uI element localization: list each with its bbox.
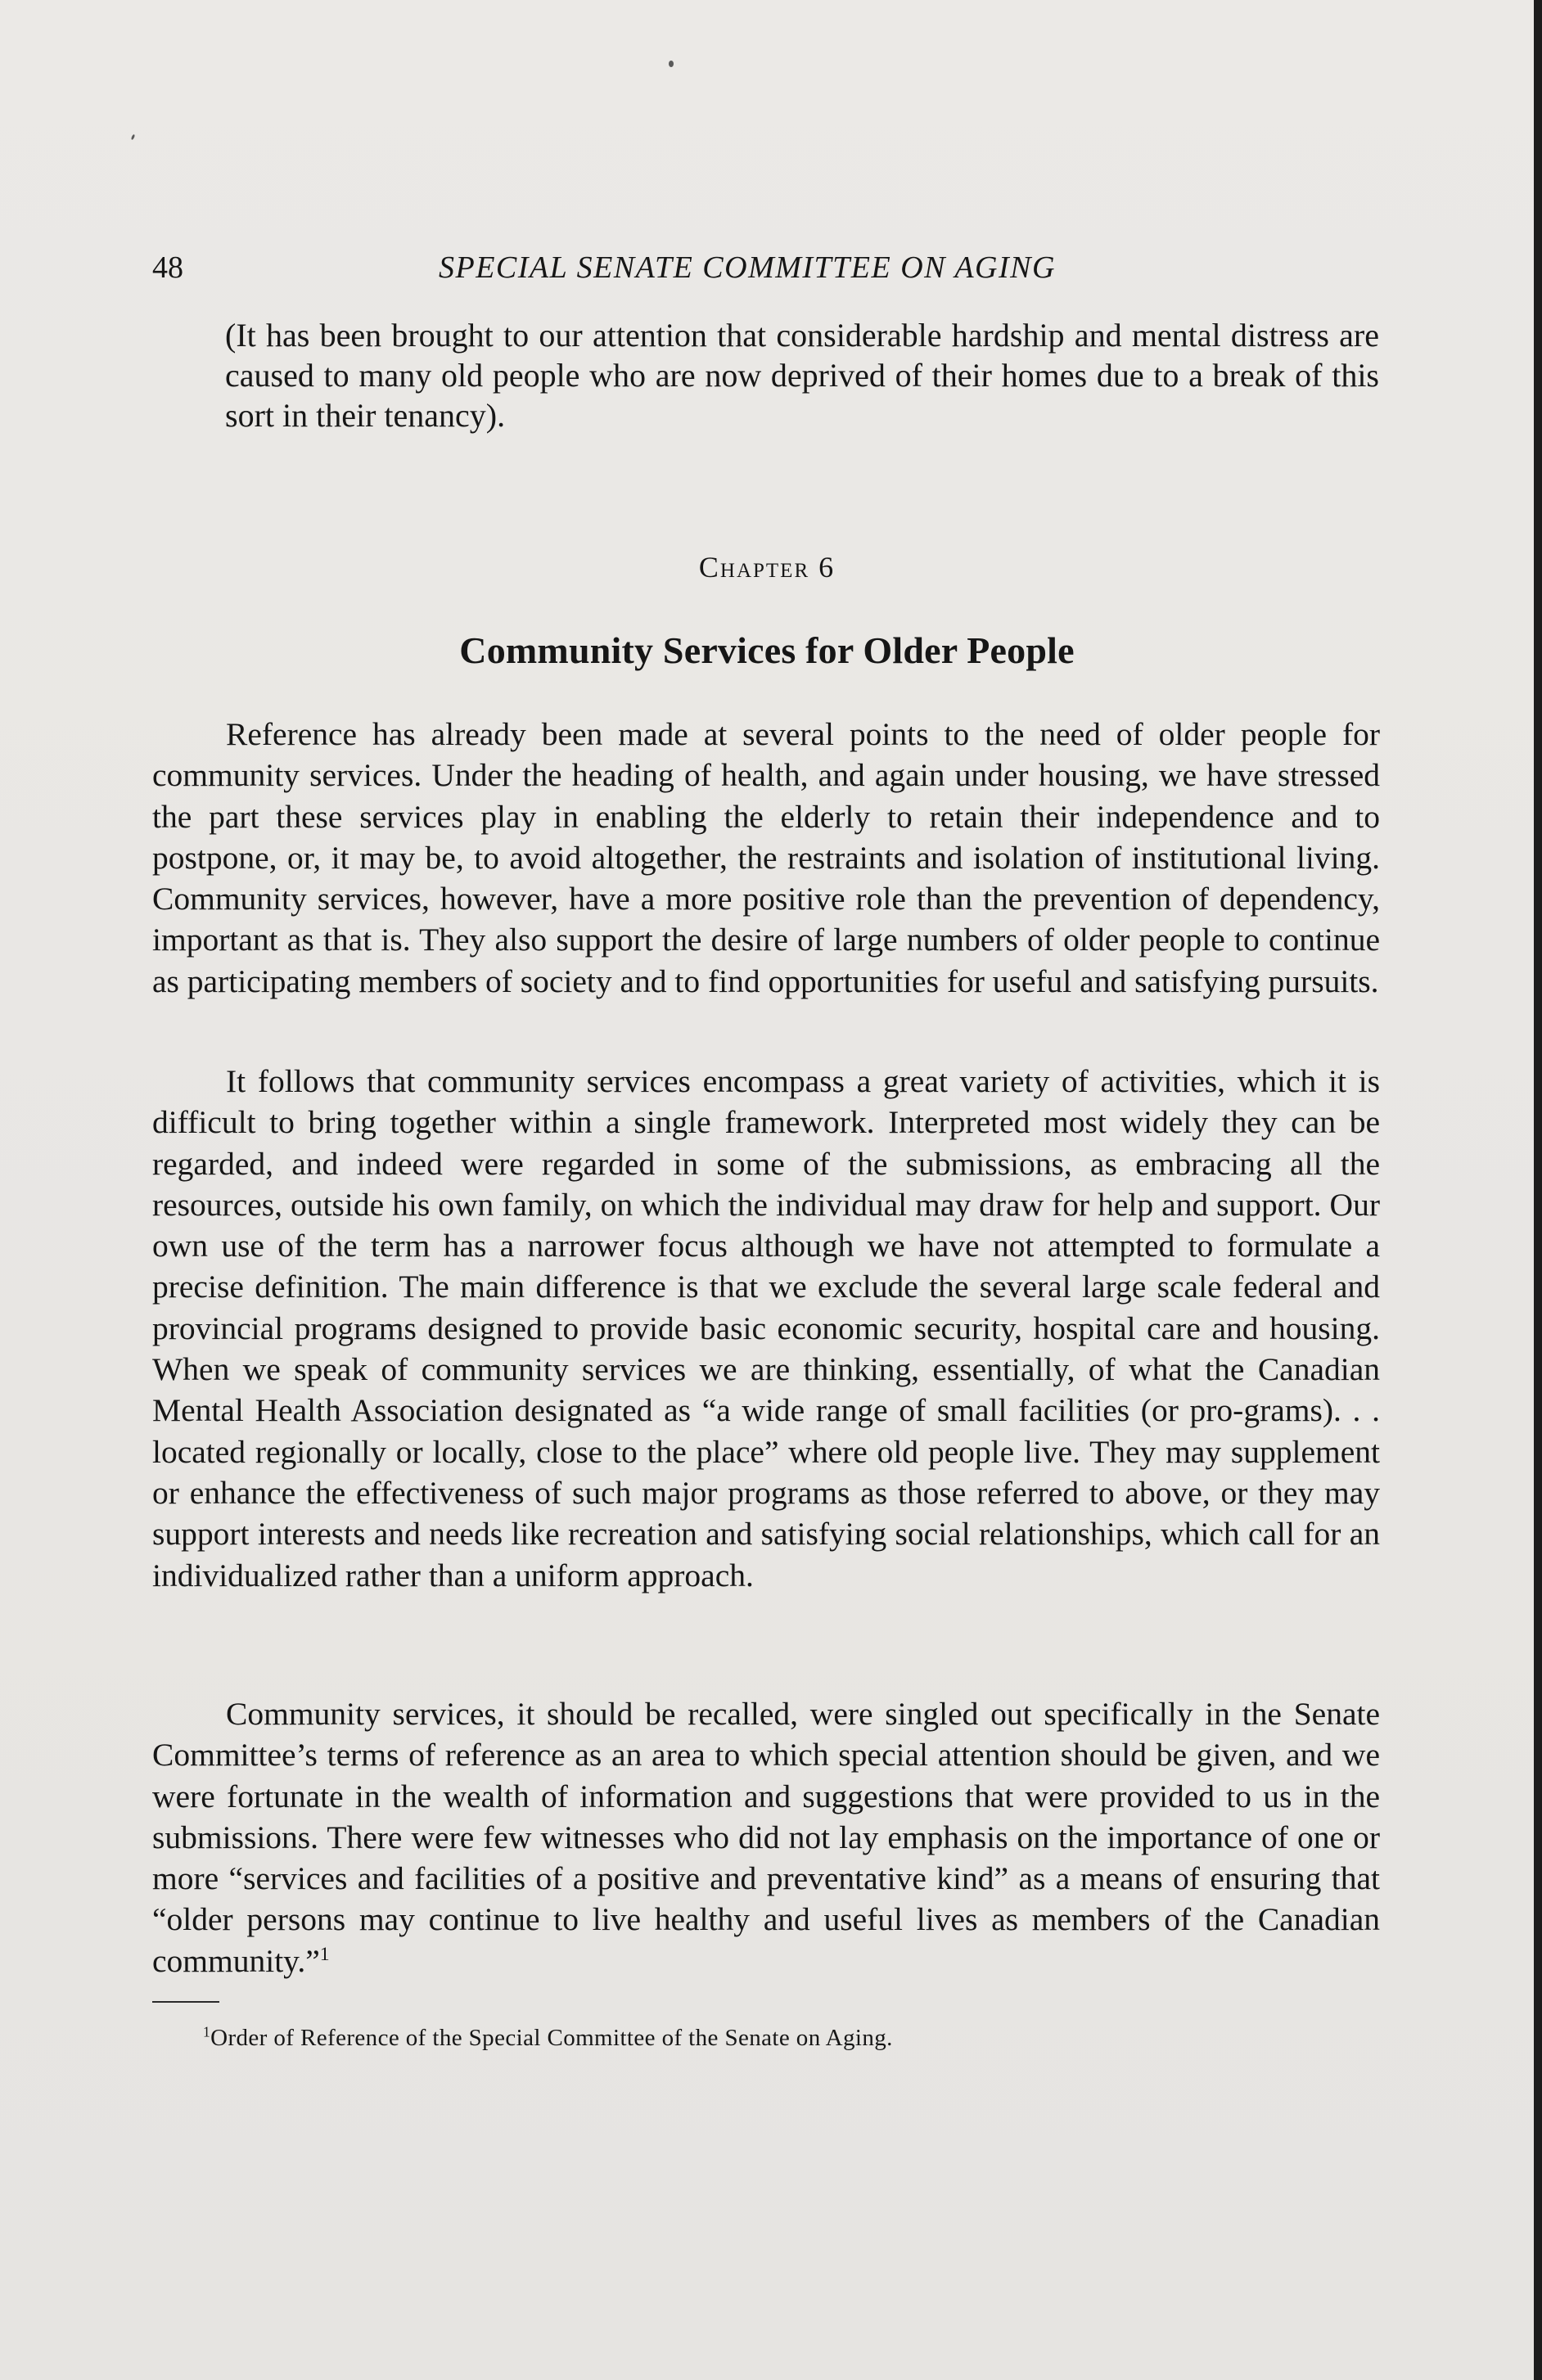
running-title: SPECIAL SENATE COMMITTEE ON AGING [439,250,1056,285]
body-paragraph: It follows that community services encompass a great variety of activities, which it is difficult to bring together within a single framework. Interpreted most widely they can be regarded, and indeed were regarded in some of the submissions, as embracing all the resources, outside his own family, on which the individual may draw for help and support. Our own use of the term has a narrower focus although we have not attempted to formulate a precise definition. The main difference is that we exclude the several large scale federal and provincial programs designed to provide basic economic security, hospital care and housing. When we speak of community services we are thinking, essentially, of what the Canadian Mental Health Association designated as “a wide range of small facilities (or pro-grams). . . located regionally or locally, close to the place” where old people live. They may supplement or enhance the effectiveness of such major programs as those referred to above, or they may support interests and needs like recreation and satisfying social relationships, which call for an individualized rather than a uniform approach. [152,1063,1380,1593]
chapter-label: Chapter 6 [698,551,836,584]
footnote-text: Order of Reference of the Special Committee of the Senate on Aging. [210,2025,893,2051]
body-paragraph-text: Community services, it should be recalled, were singled out specifically in the Senate Committee’s terms of reference as an area to which special attention should be given, and we were fortunate in the wealth of information and suggestions that were provided to us in the submissions. There were few witnesses who did not lay emphasis on the importance of one or more “services and facilities of a positive and preventative kind” as a means of ensuring that “older persons may continue to live healthy and useful lives as members of the Canadian community.” [152,1696,1380,1979]
footnote-marker: 1 [203,2023,211,2040]
body-paragraph [152,1693,1380,1981]
footnote-rule [152,2001,219,2003]
footnote-reference: 1 [319,1943,330,1965]
running-head [152,247,1380,288]
quoted-paragraph: (It has been brought to our attention that considerable hardship and mental distress are caused to many old people who are now deprived of their homes due to a break of this sort in their tenancy). [225,317,1379,434]
body-paragraph: Reference has already been made at several points to the need of older people for community services. Under the heading of health, and again under housing, we have stressed the part these services play in enabling the elderly to retain their independence and to postpone, or, it may be, to avoid altogether, the restraints and isolation of institutional living. Community services, however, have a more positive role than the prevention of dependency, important as that is. They also support the desire of large numbers of older people to continue as participating members of society and to find opportunities for useful and satisfying pursuits. [152,716,1380,999]
page-number: 48 [152,250,183,285]
scan-speck [669,61,674,67]
scan-edge [1534,0,1542,2380]
chapter-title: Community Services for Older People [459,629,1075,671]
scan-speck [131,134,136,141]
footnote [203,2022,1349,2054]
